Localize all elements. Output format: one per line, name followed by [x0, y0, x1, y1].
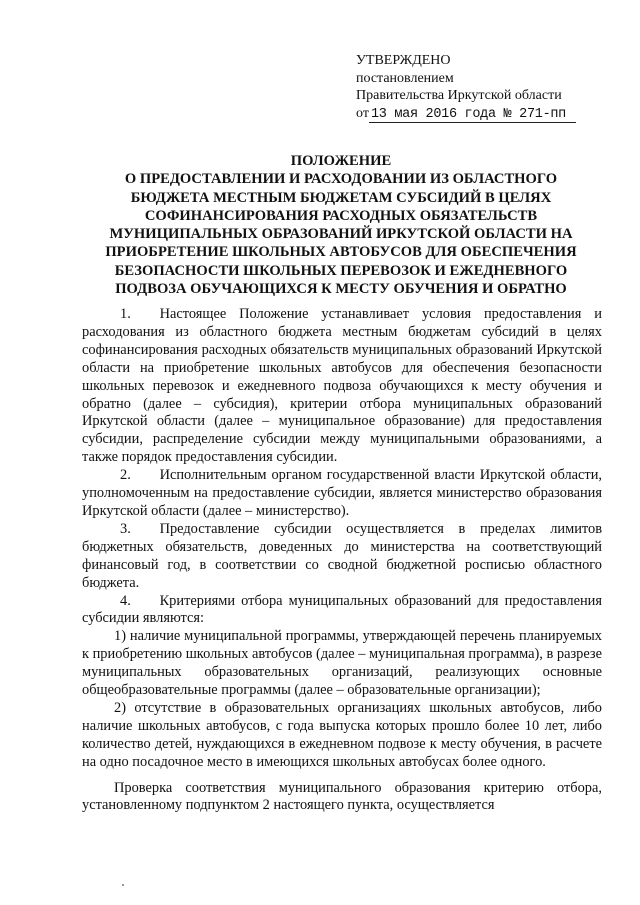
approval-stamp — [356, 52, 606, 123]
criterion-1: 1) наличие муниципальной программы, утверждающей перечень планируемых к приобретению школьных автобусов (далее – муниципальная программа), в разрезе муниципальных образовательных организаций, реализующих основные общеобразовательные программы (далее – образовательные организации); — [82, 628, 602, 699]
paragraph-3: 3. Предоставление субсидии осуществляется в пределах лимитов бюджетных обязательств, доведенных до министерства на соответствующий финансовый год, в соответствии со сводной бюджетной росписью областного бюджета. — [82, 520, 602, 591]
approval-government: Правительства Иркутской области — [356, 88, 562, 103]
title-line: МУНИЦИПАЛЬНЫХ ОБРАЗОВАНИЙ ИРКУТСКОЙ ОБЛАСТИ НА — [109, 226, 573, 243]
title-line: ПОЛОЖЕНИЕ — [290, 153, 392, 169]
criterion-2: 2) отсутствие в образовательных организациях школьных автобусов, либо наличие школьных автобусов, с года выпуска которых прошло более 10 лет, либо количество детей, нуждающихся в ежедневном подвозе к месту обучения, в расчете на одно посадочное место в имеющихся школьных автобусах более одного. — [82, 699, 602, 770]
approval-by-resolution: постановлением — [356, 70, 454, 86]
approval-heading: УТВЕРЖДЕНО — [356, 53, 451, 68]
approval-date-value: 13 мая 2016 года № 271-пп — [369, 107, 576, 123]
title-line: СОФИНАНСИРОВАНИЯ РАСХОДНЫХ ОБЯЗАТЕЛЬСТВ — [144, 207, 538, 224]
paragraph-verification: Проверка соответствия муниципального образования критерию отбора, установленному подпунктом 2 настоящего пункта, осуществляется — [82, 779, 602, 814]
paragraph-4: 4. Критериями отбора муниципальных образований для предоставления субсидии являются: — [82, 592, 602, 627]
title-line: БЮДЖЕТА МЕСТНЫМ БЮДЖЕТАМ СУБСИДИЙ В ЦЕЛЯХ — [130, 189, 552, 206]
title-line: О ПРЕДОСТАВЛЕНИИ И РАСХОДОВАНИИ ИЗ ОБЛАСТНОГО — [124, 171, 558, 188]
approval-date-prefix: от — [356, 105, 369, 121]
title-line: ПРИОБРЕТЕНИЕ ШКОЛЬНЫХ АВТОБУСОВ ДЛЯ ОБЕСПЕЧЕНИЯ — [105, 244, 577, 261]
title-line: ПОДВОЗА ОБУЧАЮЩИХСЯ К МЕСТУ ОБУЧЕНИЯ И ОБРАТНО — [115, 281, 567, 298]
paragraph-1: 1. Настоящее Положение устанавливает условия предоставления и расходования из областного бюджета местным бюджетам субсидий в целях софинансирования расходных обязательств муниципальных образований Иркутской области на приобретение школьных автобусов для обеспечения безопасности школьных перевозок и ежедневного подвоза обучающихся к месту обучения и обратно (далее – субсидия), критерии отбора муниципальных образований Иркутской области (далее – муниципальное образование) для предоставления субсидии, распределение субсидии между муниципальными образованиями, а также порядок предоставления субсидии. — [82, 306, 602, 466]
document-body — [82, 306, 602, 815]
document-title — [78, 152, 604, 298]
approval-date-line — [356, 105, 606, 124]
paragraph-2: 2. Исполнительным органом государственной власти Иркутской области, уполномоченным на предоставление субсидии, является министерство образования Иркутской области (далее – министерство). — [82, 467, 602, 519]
scan-speck — [122, 884, 124, 886]
title-line: БЕЗОПАСНОСТИ ШКОЛЬНЫХ ПЕРЕВОЗОК И ЕЖЕДНЕВНОГО — [114, 262, 568, 279]
